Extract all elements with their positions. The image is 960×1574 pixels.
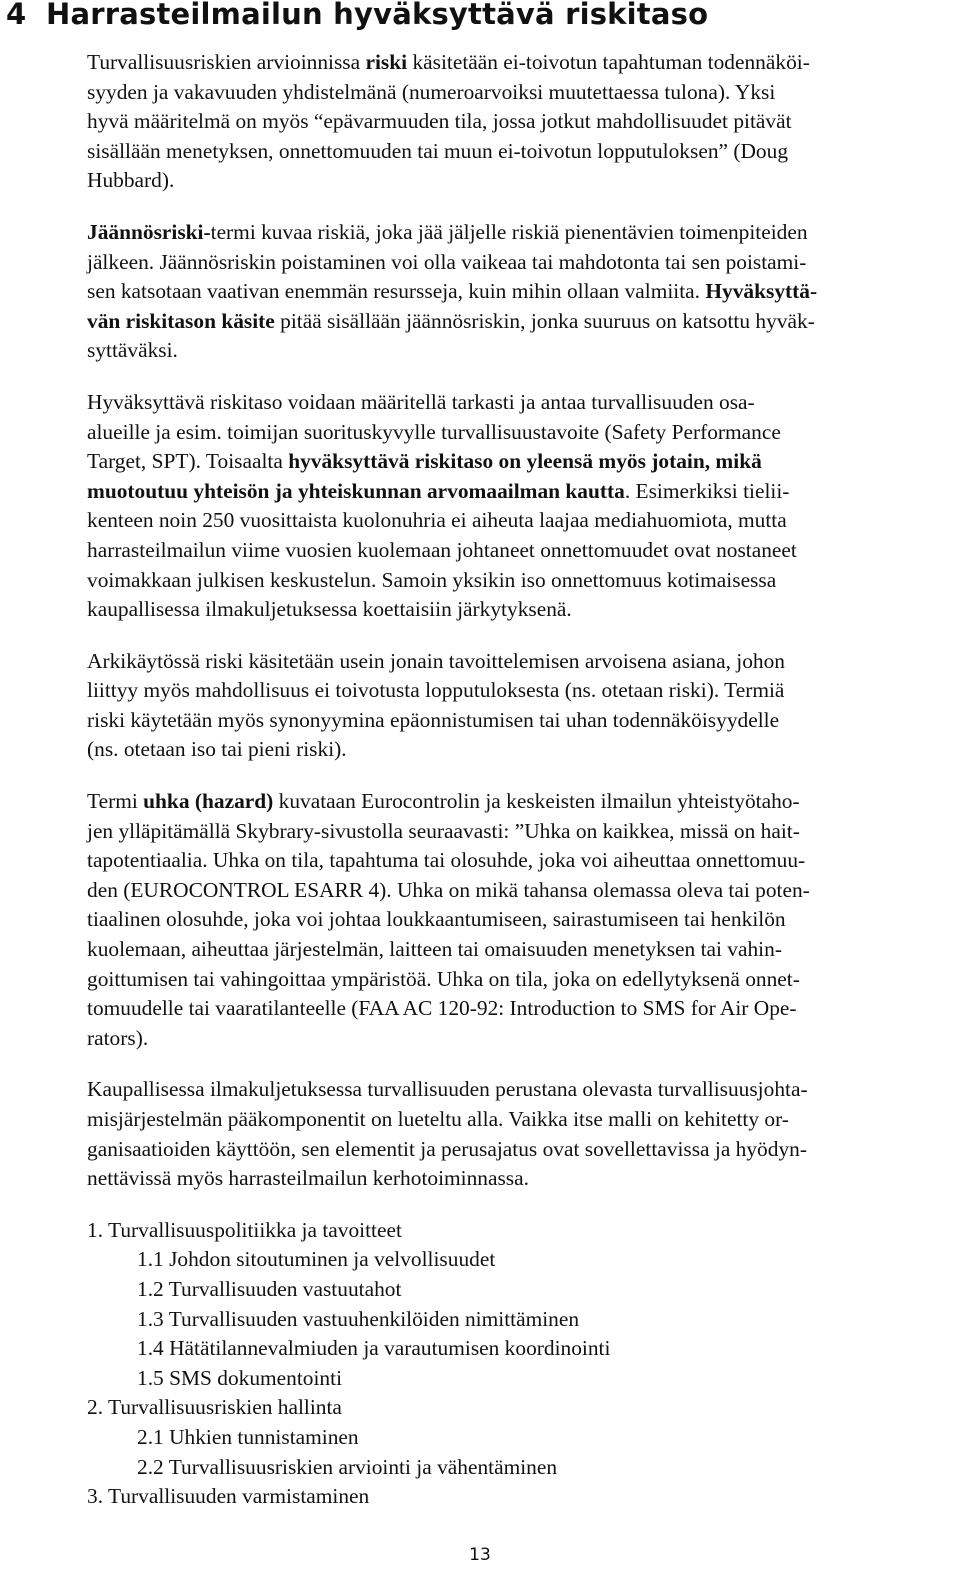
text-line: kuolemaan, aiheuttaa järjestelmän, laitteen tai omaisuuden menetyksen tai vahin- [87,937,782,962]
text-line: voimakkaan julkisen keskustelun. Samoin yksikin iso onnettomuus kotimaisessa [87,567,777,592]
bold-term: uhka (hazard) [143,789,274,814]
text-line: sen katsotaan vaativan enemmän resursseja, kuin mihin ollaan valmiita. [87,279,706,304]
text-line: Target, SPT). Toisaalta [87,449,289,474]
text-line: ganisaatioiden käyttöön, sen elementit ja perusajatus ovat sovellettavissa ja hyödyn- [87,1136,807,1161]
text-line: syyden ja vakavuuden yhdistelmänä (numeroarvoiksi muutettaessa tulona). Yksi [87,79,776,104]
text-line: pitää sisällään jäännösriskin, jonka suuruus on katsottu hyväk- [274,308,815,333]
text-line: Hubbard). [87,168,175,193]
list-subitem: 1.4 Hätätilannevalmiuden ja varautumisen koordinointi [137,1336,611,1361]
text-line: tiaalinen olosuhde, joka voi johtaa loukkaantumiseen, sairastumiseen tai henkilön [87,907,786,932]
paragraph-risk-definition [87,48,955,196]
list-subitem: 2.1 Uhkien tunnistaminen [137,1424,359,1449]
text-line: liittyy myös mahdollisuus ei toivotusta lopputuloksesta (ns. otetaan riski). Termiä [87,678,785,703]
text-line: kaupallisessa ilmakuljetuksessa koettaisiin järkytyksenä. [87,597,572,622]
sms-component-list [87,1216,955,1512]
text-line: (ns. otetaan iso tai pieni riski). [87,737,347,762]
text-line: den (EUROCONTROL ESARR 4). Uhka on mikä tahansa olemassa oleva tai poten- [87,877,810,902]
text-line: kenteen noin 250 vuosittaista kuolonuhria ei aiheuta laajaa mediahuomiota, mutta [87,508,787,533]
text-line: kuvataan Eurocontrolin ja keskeisten ilmailun yhteistyötaho- [273,789,800,814]
text-line: nettävissä myös harrasteilmailun kerhotoiminnassa. [87,1166,529,1191]
list-subitem: 2.2 Turvallisuusriskien arviointi ja vähentäminen [137,1454,558,1479]
list-item: 3. Turvallisuuden varmistaminen [87,1484,370,1509]
text-line: sisällään menetyksen, onnettomuuden tai muun ei-toivotun lopputuloksen” (Doug [87,138,789,163]
list-subitem: 1.5 SMS dokumentointi [137,1365,343,1390]
section-number: 4 [6,0,27,31]
list-item: 2. Turvallisuusriskien hallinta [87,1395,342,1420]
list-subitem: 1.3 Turvallisuuden vastuuhenkilöiden nimittäminen [137,1306,580,1331]
text-line: hyvä määritelmä on myös “epävarmuuden tila, jossa jotkut mahdollisuudet pitävät [87,109,792,134]
paragraph-hazard [87,787,955,1053]
text-line: Hyväksyttävä riskitaso voidaan määritellä tarkasti ja antaa turvallisuuden osa- [87,389,755,414]
text-line: Termi [87,789,144,814]
bold-term: hyväksyttävä riskitaso on yleensä myös jotain, mikä [288,449,762,474]
bold-term: Jäännösriski- [87,219,211,244]
text-line: alueille ja esim. toimijan suorituskyvylle turvallisuustavoite (Safety Performance [87,419,781,444]
bold-term: riski [365,50,408,74]
paragraph-residual-risk [87,218,955,366]
list-subitem: 1.2 Turvallisuuden vastuutahot [137,1276,402,1301]
text-line: tapotentiaalia. Uhka on tila, tapahtuma tai olosuhde, joka voi aiheuttaa onnettomuu- [87,848,806,873]
text-line: . Esimerkiksi tielii- [624,478,790,503]
bold-term: muotoutuu yhteisön ja yhteiskunnan arvomaailman kautta [87,478,625,503]
text-line: Kaupallisessa ilmakuljetuksessa turvallisuuden perustana olevasta turvallisuusjohta- [87,1077,808,1102]
text-line: jälkeen. Jäännösriskin poistaminen voi olla vaikeaa tai mahdotonta tai sen poistami- [87,249,807,274]
text-line: käsitetään ei-toivotun tapahtuman todennäköi- [407,50,810,74]
text-line: termi kuvaa riskiä, joka jää jäljelle riskiä pienentävien toimenpiteiden [210,219,808,244]
paragraph-sms-components [87,1075,955,1193]
text-line: goittumisen tai vahingoittaa ympäristöä. Uhka on tila, joka on edellytyksenä onnet- [87,966,800,991]
text-line: Turvallisuusriskien arvioinnissa [87,50,366,74]
bold-term: vän riskitason käsite [87,308,275,333]
section-title: Harrasteilmailun hyväksyttävä riskitaso [46,0,709,31]
bold-term: Hyväksyttä- [705,279,818,304]
paragraph-everyday-risk [87,647,955,765]
page-number: 13 [469,1545,491,1565]
section-heading [6,0,708,34]
list-subitem: 1.1 Johdon sitoutuminen ja velvollisuudet [137,1247,496,1272]
text-line: Arkikäytössä riski käsitetään usein jonain tavoittelemisen arvoisena asiana, johon [87,648,785,673]
list-item: 1. Turvallisuuspolitiikka ja tavoitteet [87,1217,402,1242]
text-line: tomuudelle tai vaaratilanteelle (FAA AC 120-92: Introduction to SMS for Air Ope- [87,996,797,1021]
text-line: jen ylläpitämällä Skybrary-sivustolla seuraavasti: ”Uhka on kaikkea, missä on hait- [87,818,800,843]
text-line: misjärjestelmän pääkomponentit on lueteltu alla. Vaikka itse malli on kehitetty or- [87,1107,789,1131]
text-line: harrasteilmailun viime vuosien kuolemaan johtaneet onnettomuudet ovat nostaneet [87,537,797,562]
document-body [87,48,955,1512]
text-line: riski käytetään myös synonyymina epäonnistumisen tai uhan todennäköisyydelle [87,707,780,732]
paragraph-acceptable-risk [87,388,955,625]
text-line: rators). [87,1025,149,1050]
text-line: syttäväksi. [87,338,178,363]
